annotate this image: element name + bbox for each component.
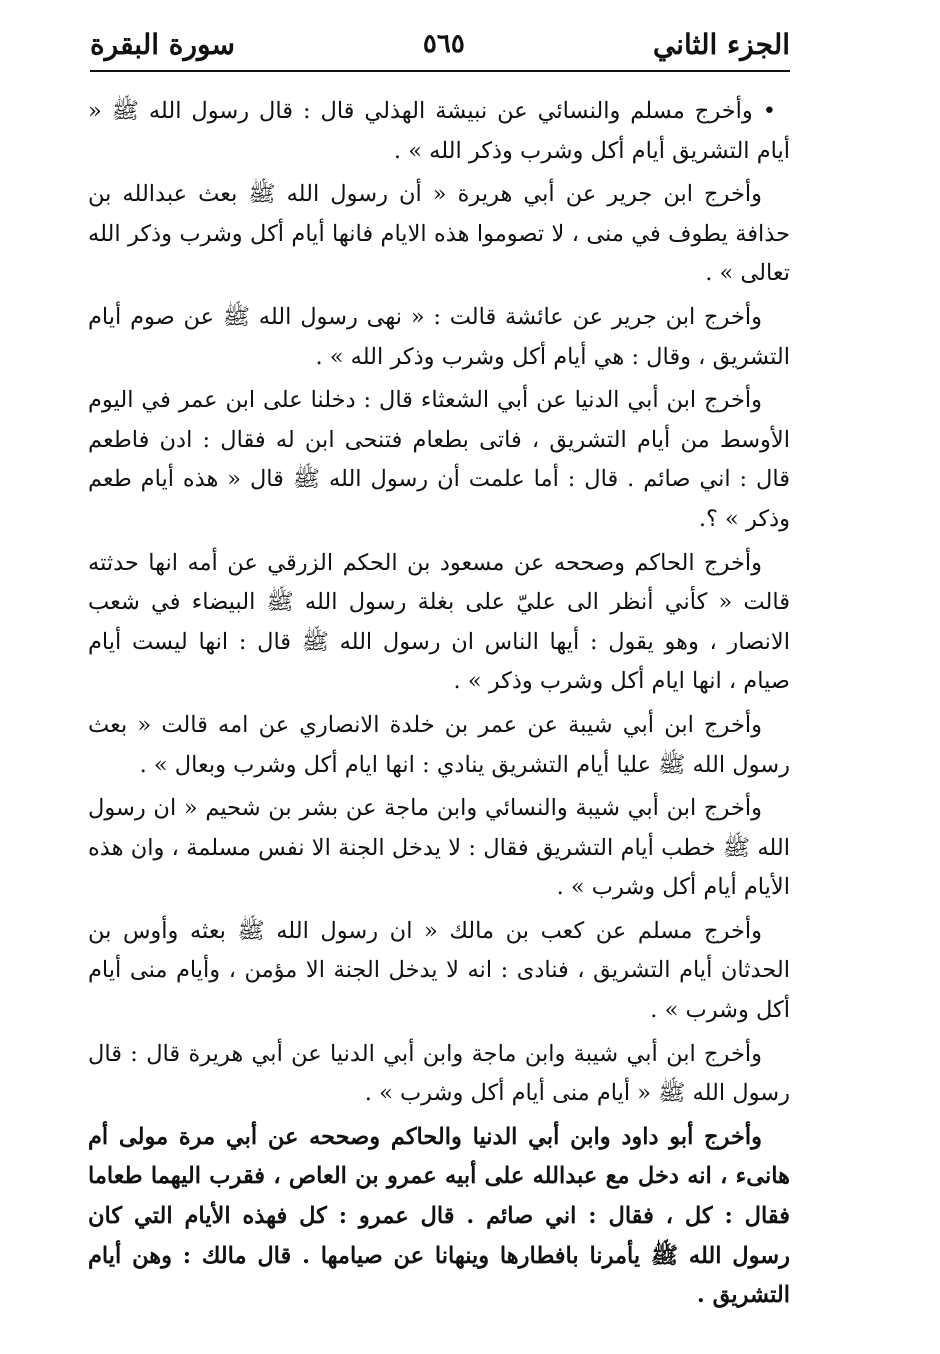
paragraph: • وأخرج مسلم والنسائي عن نبيشة الهذلي قال : قال رسول الله ﷺ « أيام التشريق أيام أكل وشرب وذكر الله » . <box>88 98 790 164</box>
page-body <box>88 92 790 1320</box>
header-rule <box>90 70 790 72</box>
paragraph: وأخرج ابن جرير عن عائشة قالت : « نهى رسول الله ﷺ عن صوم أيام التشريق ، وقال : هي أيام أكل وشرب وذكر الله » . <box>88 303 790 370</box>
paragraph: وأخرج ابن أبي شيبة وابن ماجة وابن أبي الدنيا عن أبي هريرة قال : قال رسول الله ﷺ « أيام منى أيام أكل وشرب » . <box>88 1040 790 1107</box>
paragraph: وأخرج ابن أبي شيبة عن عمر بن خلدة الانصاري عن امه قالت « بعث رسول الله ﷺ عليا أيام التشريق ينادي : انها ايام أكل وشرب وبعال » . <box>88 711 790 778</box>
paragraph: وأخرج الحاكم وصححه عن مسعود بن الحكم الزرقي عن أمه انها حدثته قالت « كأني أنظر الى عليّ على بغلة رسول الله ﷺ البيضاء في شعب الانصار ، وهو يقول : أيها الناس ان رسول الله ﷺ قال : انها ليست أيام صيام ، انها ايام أكل وشرب وذكر » . <box>88 549 790 695</box>
paragraph: وأخرج ابن أبي الدنيا عن أبي الشعثاء قال : دخلنا على ابن عمر في اليوم الأوسط من أيام التشريق ، فاتى بطعام فتنحى ابن له فقال : ادن فاطعم قال : اني صائم . قال : أما علمت أن رسول الله ﷺ قال « هذه أيام طعم وذكر » ؟. <box>88 387 790 532</box>
page-number: ٥٦٥ <box>422 29 465 59</box>
paragraph: وأخرج مسلم عن كعب بن مالك « ان رسول الله ﷺ بعثه وأوس بن الحدثان أيام التشريق ، فنادى : انه لا يدخل الجنة الا مؤمن ، وأيام منى أيام أكل وشرب » . <box>88 917 790 1024</box>
page-header <box>90 20 790 68</box>
surah-label: سورة البقرة <box>90 27 235 61</box>
paragraph: وأخرج ابن أبي شيبة والنسائي وابن ماجة عن بشر بن شحيم « ان رسول الله ﷺ خطب أيام التشريق فقال : لا يدخل الجنة الا نفس مسلمة ، وان هذه الأيام أيام أكل وشرب » . <box>88 795 790 901</box>
paragraph: وأخرج أبو داود وابن أبي الدنيا والحاكم وصححه عن أبي مرة مولى أم هانىء ، انه دخل مع عبدالله على أبيه عمرو بن العاص ، فقرب اليهما طعاما فقال : كل ، فقال : اني صائم . قال عمرو : كل فهذه الأيام التي كان رسول الله ﷺ يأمرنا بافطارها وينهانا عن صيامها . قال مالك : وهن أيام التشريق . <box>88 1123 790 1309</box>
part-label: الجزء الثاني <box>652 27 790 61</box>
paragraph: وأخرج ابن جرير عن أبي هريرة « أن رسول الله ﷺ بعث عبدالله بن حذافة يطوف في منى ، لا تصوموا هذه الايام فانها أيام أكل وشرب وذكر الله تعالى » . <box>88 181 790 287</box>
